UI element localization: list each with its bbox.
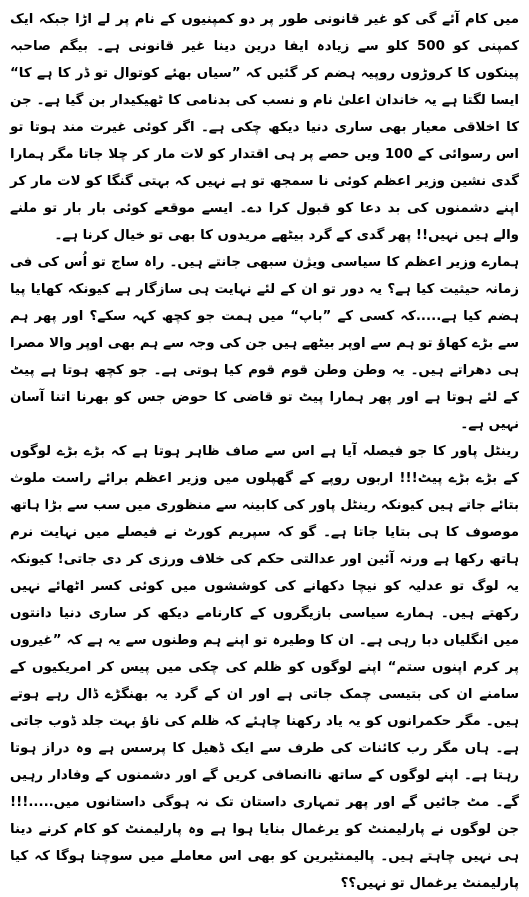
article-paragraph-3: رینٹل پاور کا جو فیصلہ آیا ہے اس سے صاف ظاہر ہوتا ہے کہ بڑے بڑے لوگوں کے بڑے بڑے پیٹ!!! اربوں روپے کے گھپلوں میں وزیر اعظم برائے راست ملوث بتائے جاتے ہیں کیونکہ رینٹل پاور کی کابینہ سے منظوری میں سب سے بڑا ہاتھ موصوف کا ہی بتایا جاتا ہے۔ گو کہ سپریم کورٹ نے فیصلے میں نہایت نرم ہاتھ رکھا ہے ورنہ آئین اور عدالتی حکم کی خلاف ورزی کر دی جاتی! کیونکہ یہ لوگ تو عدلیہ کو نیچا دکھانے کی کوششوں میں کوئی کسر اٹھائے نہیں رکھتے ہیں۔ ہمارے سیاسی بازیگروں کے کارنامے دیکھ کر ساری دنیا دانتوں میں انگلیاں دبا رہی ہے۔ ان کا وطیرہ تو اپنے ہم وطنوں سے یہ ہے کہ ”غیروں پر کرم اپنوں ستم“ اپنے لوگوں کو ظلم کی چکی میں پیس کر امریکیوں کے سامنے ان کی بتیسی چمک جاتی ہے اور ان کے گرد یہ بھنگڑے ڈال رہے ہوتے ہیں۔ مگر حکمرانوں کو یہ یاد رکھنا چاہئے کہ ظلم کی ناؤ بہت جلد ڈوب جاتی ہے۔ ہاں مگر رب کائنات کی طرف سے ایک ڈھیل کا پرسس ہے وہ دراز ہوتا رہتا ہے۔ اپنے لوگوں کے ساتھ ناانصافی کریں گے اور دشمنوں کے وفادار رہیں گے۔ مٹ جائیں گے اور پھر تمہاری داستان تک نہ ہوگی داستانوں میں.....!!! جن لوگوں نے پارلیمنٹ کو یرغمال بنایا ہوا ہے وہ پارلیمنٹ کو کام کرنے دینا ہی نہیں چاہتے ہیں۔ پالیمنٹیرین کو بھی اس معاملے میں سوچنا ہوگا کہ کیا پارلیمنٹ یرغمال تو نہیں؟؟ — [10, 444, 519, 891]
article-paragraph-1: میں کام آئے گی کو غیر قانونی طور پر دو کمپنیوں کے نام پر لے اڑا جبکہ ایک کمپنی کو 500 کلو سے زیادہ ایفا درین دینا غیر قانونی ہے۔ بیگم صاحبہ پینکوں کا کروڑوں روپیہ ہضم کر گئیں کہ ”سیاں بھئے کوتوال تو ڈر کا ہے کا“ ایسا لگتا ہے یہ خاندان اعلیٰ نام و نسب کی بدنامی کا ٹھیکیدار بن گیا ہے۔ جن کا اخلاقی معیار بھی ساری دنیا دیکھ چکی ہے۔ اگر کوئی غیرت مند ہوتا تو اس رسوائی کے 100 ویں حصے پر ہی اقتدار کو لات مار کر چلا جاتا مگر ہمارا گدی نشین وزیر اعظم کوئی نا سمجھ تو ہے نہیں کہ بہتی گنگا کو لات مار کر اپنے دشمنوں کی بد دعا کو قبول کرا دے۔ ایسے موقعے کوئی بار بار تو ملنے والے ہیں نہیں!! پھر گدی کے گرد بیٹھے مریدوں کا بھی تو خیال کرنا ہے۔ — [10, 12, 519, 243]
article-paragraph-2: ہمارے وزیر اعظم کا سیاسی ویژن سبھی جانتے ہیں۔ راہ ساج تو اُس کی فی زمانہ حیثیت کیا ہے؟ یہ دور تو ان کے لئے نہایت ہی سازگار ہے کیونکہ کھایا پیا ہضم کیا ہے.....کہ کسی کے ”باپ“ میں ہمت جو کچھ کہہ سکے؟ اور پھر ہم سے بڑے کھاؤ تو ہم سے اوپر بیٹھے ہیں جن کی وجہ سے ہم بھی اوپر والا مصرا ہی دھراتے ہیں۔ یہ وطن وطن قوم قوم کیا ہوتی ہے۔ جو کچھ ہوتا ہے پیٹ کے لئے ہوتا ہے اور پھر ہمارا پیٹ تو قاضی کا حوض جس کو بھرنا اتنا آسان نہیں ہے۔ — [10, 255, 519, 432]
